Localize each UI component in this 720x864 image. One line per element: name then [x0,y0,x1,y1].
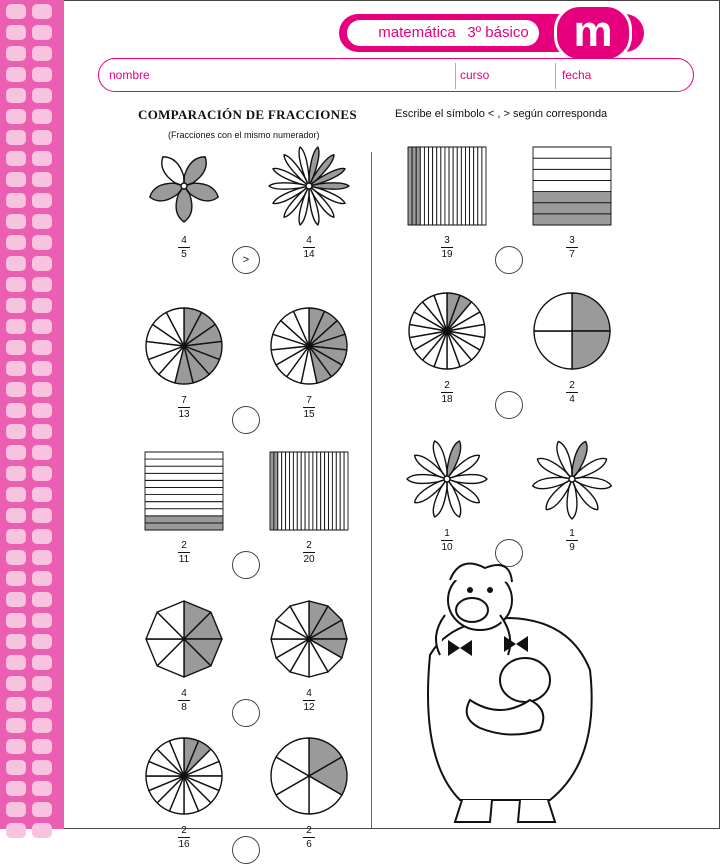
binding-hole [6,130,26,145]
fraction-bar [566,247,578,248]
fraction-numerator: 4 [181,688,187,699]
fraction-strip [145,516,223,523]
fraction-figure-6-left [406,438,488,520]
course-field-label: curso [460,68,490,82]
binding-hole [6,109,26,124]
fraction-numerator: 2 [569,380,575,391]
fraction-figure-8-left [143,735,225,817]
fraction-label-2-right [560,235,584,260]
fraction-strip [408,147,412,225]
binding-hole [6,298,26,313]
fraction-denominator: 14 [303,249,315,260]
fraction-strip [278,452,282,530]
fraction-strip [145,487,223,494]
fraction-denominator: 13 [178,409,190,420]
binding-hole [6,529,26,544]
field-divider [455,63,456,89]
fraction-bar [178,407,190,408]
binding-hole [6,151,26,166]
fraction-strip [461,147,465,225]
binding-hole [6,760,26,775]
fraction-denominator: 8 [181,702,187,713]
binding-hole [6,802,26,817]
fraction-bar [178,700,190,701]
binding-hole [32,361,52,376]
binding-hole [32,130,52,145]
fraction-strip [449,147,453,225]
fraction-denominator: 9 [569,542,575,553]
fraction-bar [303,837,315,838]
fraction-figure-5-right [268,450,350,532]
logo-badge: m [554,4,632,62]
flower-center [181,183,187,189]
fraction-strip [145,452,223,459]
fraction-numerator: 7 [181,395,187,406]
binding-hole [6,424,26,439]
binding-hole [32,718,52,733]
fraction-label-6-right [560,528,584,553]
fraction-strip [145,523,223,530]
binding-hole [32,4,52,19]
fraction-bar [441,540,453,541]
flower-petal [184,157,206,186]
flower-petal [162,157,184,186]
fraction-figure-3-right [268,305,350,387]
column-divider [371,152,372,828]
fraction-strip [317,452,321,530]
binding-hole [32,697,52,712]
fraction-denominator: 16 [178,839,190,850]
binding-hole [6,319,26,334]
binding-hole [6,193,26,208]
fraction-sector [572,293,610,331]
fraction-strip [453,147,457,225]
fraction-strip [344,452,348,530]
fraction-label-1-left [172,235,196,260]
binding-hole [6,655,26,670]
fraction-strip [437,147,441,225]
fraction-strip [329,452,333,530]
fraction-strip [424,147,428,225]
fraction-figure-7-right [268,598,350,680]
worksheet-title: COMPARACIÓN DE FRACCIONES [138,107,357,122]
fraction-numerator: 3 [444,235,450,246]
fraction-strip [465,147,469,225]
binding-hole [6,676,26,691]
binding-hole [32,67,52,82]
fraction-numerator: 7 [306,395,312,406]
binding-hole [6,697,26,712]
fraction-strip [474,147,478,225]
fraction-strip [290,452,294,530]
binding-hole [32,88,52,103]
fraction-label-7-right [297,688,321,713]
fraction-numerator: 2 [306,540,312,551]
fraction-numerator: 4 [181,235,187,246]
fraction-strip [145,495,223,502]
field-divider [555,63,556,89]
binding-hole [6,235,26,250]
binding-hole [32,550,52,565]
fraction-strip [416,147,420,225]
fraction-strip [270,452,274,530]
fraction-strip [429,147,433,225]
binding-hole [6,88,26,103]
fraction-bar [566,392,578,393]
fraction-strip [282,452,286,530]
answer-circle-8[interactable] [232,836,260,864]
fraction-denominator: 7 [569,249,575,260]
fraction-label-4-left [435,380,459,405]
fraction-numerator: 1 [569,528,575,539]
binding-hole [32,172,52,187]
fraction-denominator: 18 [441,394,453,405]
fraction-strip [313,452,317,530]
fraction-strip [301,452,305,530]
binding-hole [6,739,26,754]
binding-hole [32,571,52,586]
fraction-numerator: 2 [444,380,450,391]
binding-hole [6,508,26,523]
answer-circle-1[interactable]: > [232,246,260,274]
fraction-strip [533,180,611,191]
fraction-strip [145,480,223,487]
fraction-label-3-left [172,395,196,420]
fraction-strip [433,147,437,225]
fraction-strip [457,147,461,225]
binding-hole [32,25,52,40]
binding-hole [32,382,52,397]
spiral-binding-strip [0,0,64,829]
binding-hole [32,46,52,61]
fraction-denominator: 10 [441,542,453,553]
binding-hole [6,256,26,271]
fraction-strip [325,452,329,530]
binding-hole [32,466,52,481]
binding-hole [6,25,26,40]
fraction-label-6-left [435,528,459,553]
binding-hole [32,214,52,229]
fraction-sector [534,293,572,331]
fraction-denominator: 5 [181,249,187,260]
binding-hole [32,340,52,355]
binding-hole [32,193,52,208]
binding-hole [6,277,26,292]
date-field-label: fecha [562,68,592,82]
fraction-denominator: 15 [303,409,315,420]
binding-hole [6,487,26,502]
name-field-label: nombre [109,68,150,82]
fraction-strip [305,452,309,530]
fraction-strip [533,203,611,214]
binding-hole [6,4,26,19]
fraction-figure-6-right [531,438,613,520]
fraction-label-1-right [297,235,321,260]
binding-hole [6,46,26,61]
binding-hole [6,781,26,796]
fraction-strip [482,147,486,225]
binding-hole [6,823,26,838]
binding-hole [6,571,26,586]
fraction-figure-1-left [143,145,225,227]
binding-hole [32,634,52,649]
fraction-figure-8-right [268,735,350,817]
fraction-strip [309,452,313,530]
answer-circle-2[interactable] [495,246,523,274]
fraction-strip [533,169,611,180]
fraction-figure-2-left [406,145,488,227]
fraction-sector [572,331,610,369]
binding-hole [32,508,52,523]
fraction-strip [445,147,449,225]
fraction-label-5-left [172,540,196,565]
fraction-label-3-right [297,395,321,420]
fraction-bar [178,552,190,553]
answer-circle-3[interactable] [232,406,260,434]
cartoon-character-illustration [400,560,610,830]
binding-hole [6,592,26,607]
binding-hole [32,298,52,313]
binding-hole [6,172,26,187]
fraction-bar [303,247,315,248]
fraction-bar [441,392,453,393]
subject-label: matemática [347,20,487,46]
binding-hole [6,214,26,229]
binding-hole [6,634,26,649]
fraction-label-7-left [172,688,196,713]
fraction-sector [534,331,572,369]
fraction-denominator: 4 [569,394,575,405]
binding-hole [32,235,52,250]
binding-hole [32,424,52,439]
flower-center [306,183,312,189]
fraction-bar [441,247,453,248]
fraction-label-4-right [560,380,584,405]
fraction-strip [533,192,611,203]
binding-hole [32,802,52,817]
fraction-numerator: 4 [306,688,312,699]
fraction-strip [274,452,278,530]
fraction-strip [533,147,611,158]
fraction-bar [566,540,578,541]
binding-hole [32,655,52,670]
fraction-denominator: 6 [306,839,312,850]
fraction-strip [145,502,223,509]
fraction-strip [145,509,223,516]
binding-hole [6,403,26,418]
fraction-label-5-right [297,540,321,565]
binding-hole [32,256,52,271]
fraction-strip [470,147,474,225]
fraction-strip [441,147,445,225]
fraction-strip [321,452,325,530]
binding-hole [6,361,26,376]
binding-hole [32,592,52,607]
fraction-label-8-left [172,825,196,850]
fraction-strip [533,158,611,169]
binding-hole [32,151,52,166]
fraction-numerator: 2 [306,825,312,836]
fraction-bar [303,407,315,408]
fraction-strip [336,452,340,530]
fraction-figure-4-left [406,290,488,372]
binding-hole [6,466,26,481]
fraction-strip [145,466,223,473]
flower-center [444,476,450,482]
binding-hole [32,739,52,754]
fraction-strip [145,459,223,466]
fraction-bar [178,247,190,248]
fraction-numerator: 2 [181,825,187,836]
fraction-strip [297,452,301,530]
answer-circle-5[interactable] [232,551,260,579]
fraction-strip [340,452,344,530]
binding-hole [32,277,52,292]
fraction-strip [533,214,611,225]
binding-hole [32,319,52,334]
fraction-numerator: 2 [181,540,187,551]
fraction-label-2-left [435,235,459,260]
worksheet-instruction: Escribe el símbolo < , > según corresponda [395,108,608,120]
fraction-figure-4-right [531,290,613,372]
fraction-bar [178,837,190,838]
binding-hole [6,445,26,460]
binding-hole [6,67,26,82]
fraction-numerator: 3 [569,235,575,246]
grade-label: 3º básico [457,20,539,46]
fraction-bar [303,700,315,701]
binding-hole [6,550,26,565]
fraction-numerator: 4 [306,235,312,246]
binding-hole [32,823,52,838]
fraction-strip [145,473,223,480]
fraction-denominator: 12 [303,702,315,713]
fraction-numerator: 1 [444,528,450,539]
fraction-figure-7-left [143,598,225,680]
fraction-denominator: 19 [441,249,453,260]
fraction-strip [420,147,424,225]
fraction-bar [303,552,315,553]
answer-circle-7[interactable] [232,699,260,727]
fraction-label-8-right [297,825,321,850]
binding-hole [32,109,52,124]
fraction-figure-5-left [143,450,225,532]
fraction-strip [293,452,297,530]
binding-holes-pattern [0,0,64,829]
binding-hole [32,676,52,691]
binding-hole [32,487,52,502]
student-info-row [98,58,694,92]
binding-hole [32,613,52,628]
binding-hole [32,529,52,544]
fraction-denominator: 11 [178,554,190,565]
answer-circle-4[interactable] [495,391,523,419]
fraction-strip [412,147,416,225]
fraction-strip [478,147,482,225]
fraction-strip [332,452,336,530]
fraction-figure-2-right [531,145,613,227]
worksheet-subtitle: (Fracciones con el mismo numerador) [168,130,320,140]
fraction-strip [286,452,290,530]
binding-hole [6,340,26,355]
fraction-figure-3-left [143,305,225,387]
binding-hole [6,382,26,397]
binding-hole [32,760,52,775]
binding-hole [6,613,26,628]
binding-hole [32,781,52,796]
fraction-denominator: 20 [303,554,315,565]
flower-center [569,476,575,482]
binding-hole [32,403,52,418]
binding-hole [6,718,26,733]
binding-hole [32,445,52,460]
fraction-figure-1-right [268,145,350,227]
